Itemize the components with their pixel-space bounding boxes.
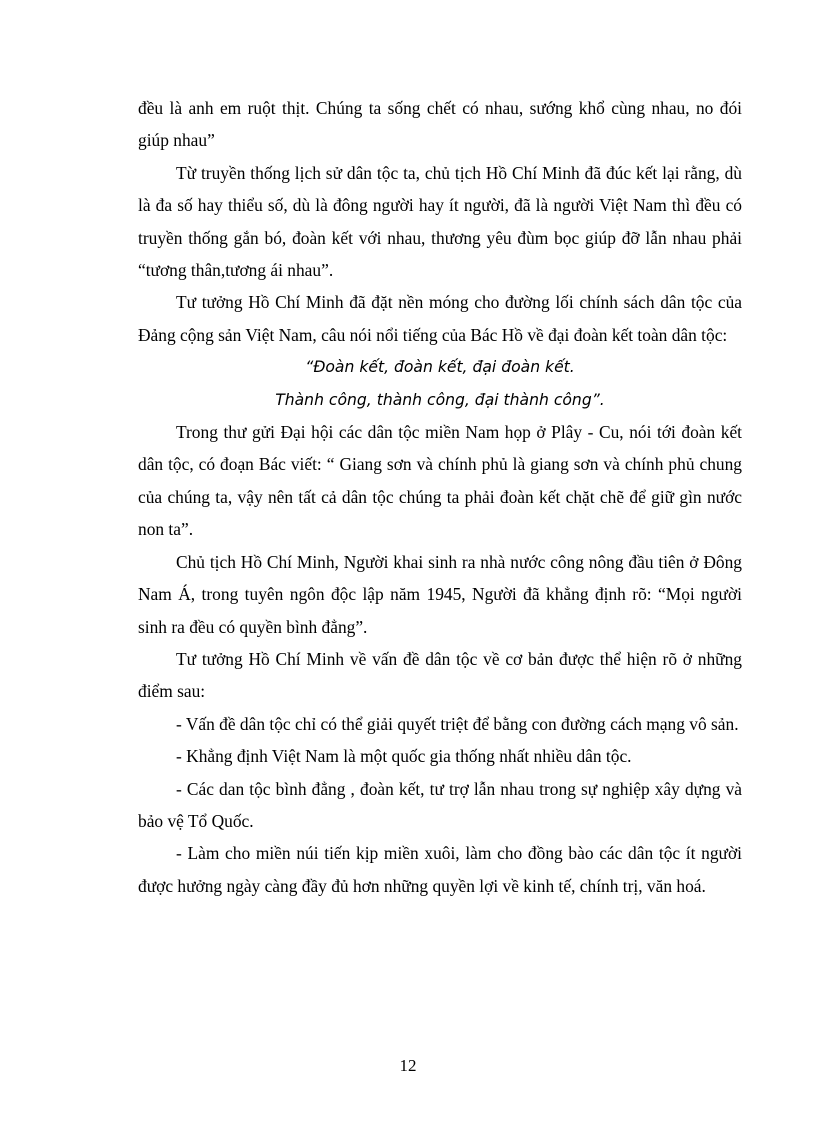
- paragraph-1: đều là anh em ruột thịt. Chúng ta sống chết có nhau, sướng khổ cùng nhau, no đói giúp nhau”: [138, 98, 742, 151]
- paragraph-5: Chủ tịch Hồ Chí Minh, Người khai sinh ra nhà nước công nông đầu tiên ở Đông Nam Á, trong tuyên ngôn độc lập năm 1945, Người đã khẳng định rõ: “Mọi người sinh ra đều có quyền bình đẳng”.: [138, 551, 742, 637]
- paragraph-3: Tư tưởng Hồ Chí Minh đã đặt nền móng cho đường lối chính sách dân tộc của Đảng cộng sản Việt Nam, câu nói nổi tiếng của Bác Hồ về đại đoàn kết toàn dân tộc:: [138, 292, 742, 345]
- page-number: 12: [399, 1056, 417, 1075]
- paragraph-2: Từ truyền thống lịch sử dân tộc ta, chủ tịch Hồ Chí Minh đã đúc kết lại rằng, dù là đa số hay thiểu số, dù là đông người hay ít người, đã là người Việt Nam thì đều có truyền thống gắn bó, đoàn kết với nhau, thương yêu đùm bọc giúp đỡ lẫn nhau phải “tương thân,tương ái nhau”.: [138, 162, 742, 281]
- document-body: [138, 92, 742, 902]
- list-item-4: - Làm cho miền núi tiến kịp miền xuôi, làm cho đồng bào các dân tộc ít người được hưởng ngày càng đầy đủ hơn những quyền lợi về kinh tế, chính trị, văn hoá.: [138, 843, 742, 896]
- paragraph-4: Trong thư gửi Đại hội các dân tộc miền Nam họp ở Plây - Cu, nói tới đoàn kết dân tộc, có đoạn Bác viết: “ Giang sơn và chính phủ là giang sơn và chính phủ chung của chúng ta, vậy nên tất cả dân tộc chúng ta phải đoàn kết chặt chẽ để giữ gìn nước non ta”.: [138, 422, 742, 540]
- quote-line-2: Thành công, thành công, đại thành công”.: [275, 390, 605, 409]
- list-item-1: - Vấn đề dân tộc chỉ có thể giải quyết triệt để bằng con đường cách mạng vô sản.: [176, 713, 739, 734]
- quote-line-1: “Đoàn kết, đoàn kết, đại đoàn kết.: [305, 358, 575, 377]
- paragraph-6: Tư tưởng Hồ Chí Minh về vấn đề dân tộc về cơ bản được thể hiện rõ ở những điểm sau:: [138, 648, 742, 702]
- list-item-2: - Khẳng định Việt Nam là một quốc gia thống nhất nhiều dân tộc.: [176, 746, 632, 767]
- list-item-3: - Các dan tộc bình đẳng , đoàn kết, tư trợ lẫn nhau trong sự nghiệp xây dựng và bảo vệ Tổ Quốc.: [138, 778, 742, 831]
